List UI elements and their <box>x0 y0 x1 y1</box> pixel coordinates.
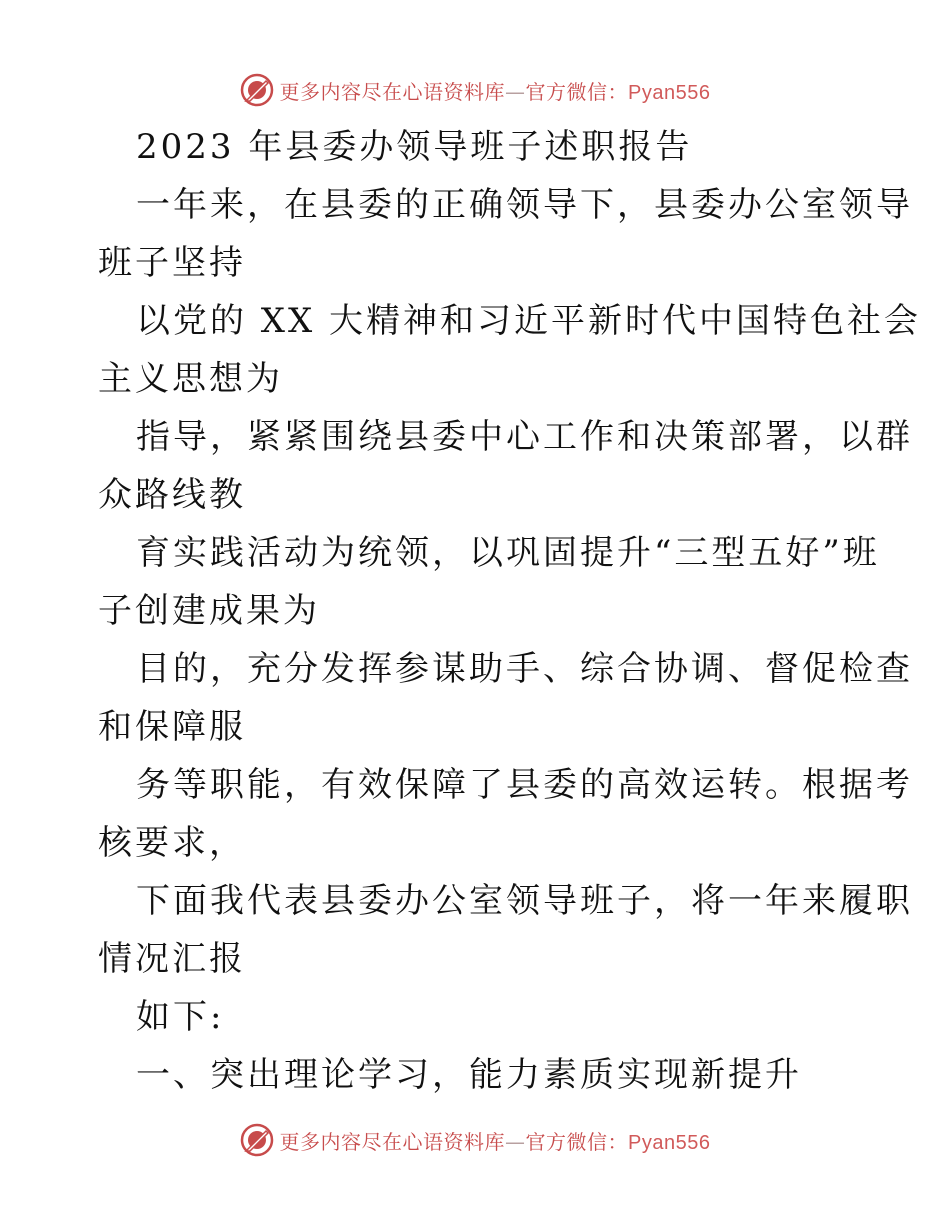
header-watermark <box>0 70 950 110</box>
doc-line: 一年来，在县委的正确领导下，县委办公室领导 <box>136 185 913 225</box>
document-body <box>98 118 922 1104</box>
watermark-dash: — <box>505 1129 526 1154</box>
watermark-main: 更多内容尽在心语资料库 <box>279 79 506 104</box>
doc-line: 下面我代表县委办公室领导班子，将一年来履职 <box>136 881 913 921</box>
footer-watermark <box>0 1120 950 1160</box>
section-heading: 一、突出理论学习，能力素质实现新提升 <box>136 1055 802 1095</box>
doc-line: 情况汇报 <box>98 939 246 979</box>
doc-line: 育实践活动为统领，以巩固提升“三型五好”班 <box>136 533 880 573</box>
quill-seal-icon <box>240 1123 274 1157</box>
doc-title: 2023 年县委办领导班子述职报告 <box>136 127 693 167</box>
doc-line: 班子坚持 <box>98 243 246 283</box>
doc-line: 核要求， <box>98 823 246 863</box>
doc-line: 众路线教 <box>98 475 246 515</box>
doc-line: 和保障服 <box>98 707 246 747</box>
doc-line: 目的，充分发挥参谋助手、综合协调、督促检查 <box>136 649 913 689</box>
watermark-dash: — <box>505 79 526 104</box>
doc-line: 子创建成果为 <box>98 591 320 631</box>
doc-line: 如下: <box>136 997 225 1037</box>
doc-line: 以党的 XX 大精神和习近平新时代中国特色社会 <box>136 301 922 341</box>
watermark-official: 官方微信： <box>525 1129 629 1154</box>
quill-seal-icon <box>240 73 274 107</box>
watermark-text <box>280 76 711 105</box>
doc-line: 务等职能，有效保障了县委的高效运转。根据考 <box>136 765 913 805</box>
doc-line: 指导，紧紧围绕县委中心工作和决策部署，以群 <box>136 417 913 457</box>
watermark-handle: Pyan556 <box>628 81 711 104</box>
watermark-handle: Pyan556 <box>628 1131 711 1154</box>
watermark-official: 官方微信： <box>525 79 629 104</box>
watermark-main: 更多内容尽在心语资料库 <box>279 1129 506 1154</box>
doc-line: 主义思想为 <box>98 359 283 399</box>
watermark-text <box>280 1126 711 1155</box>
